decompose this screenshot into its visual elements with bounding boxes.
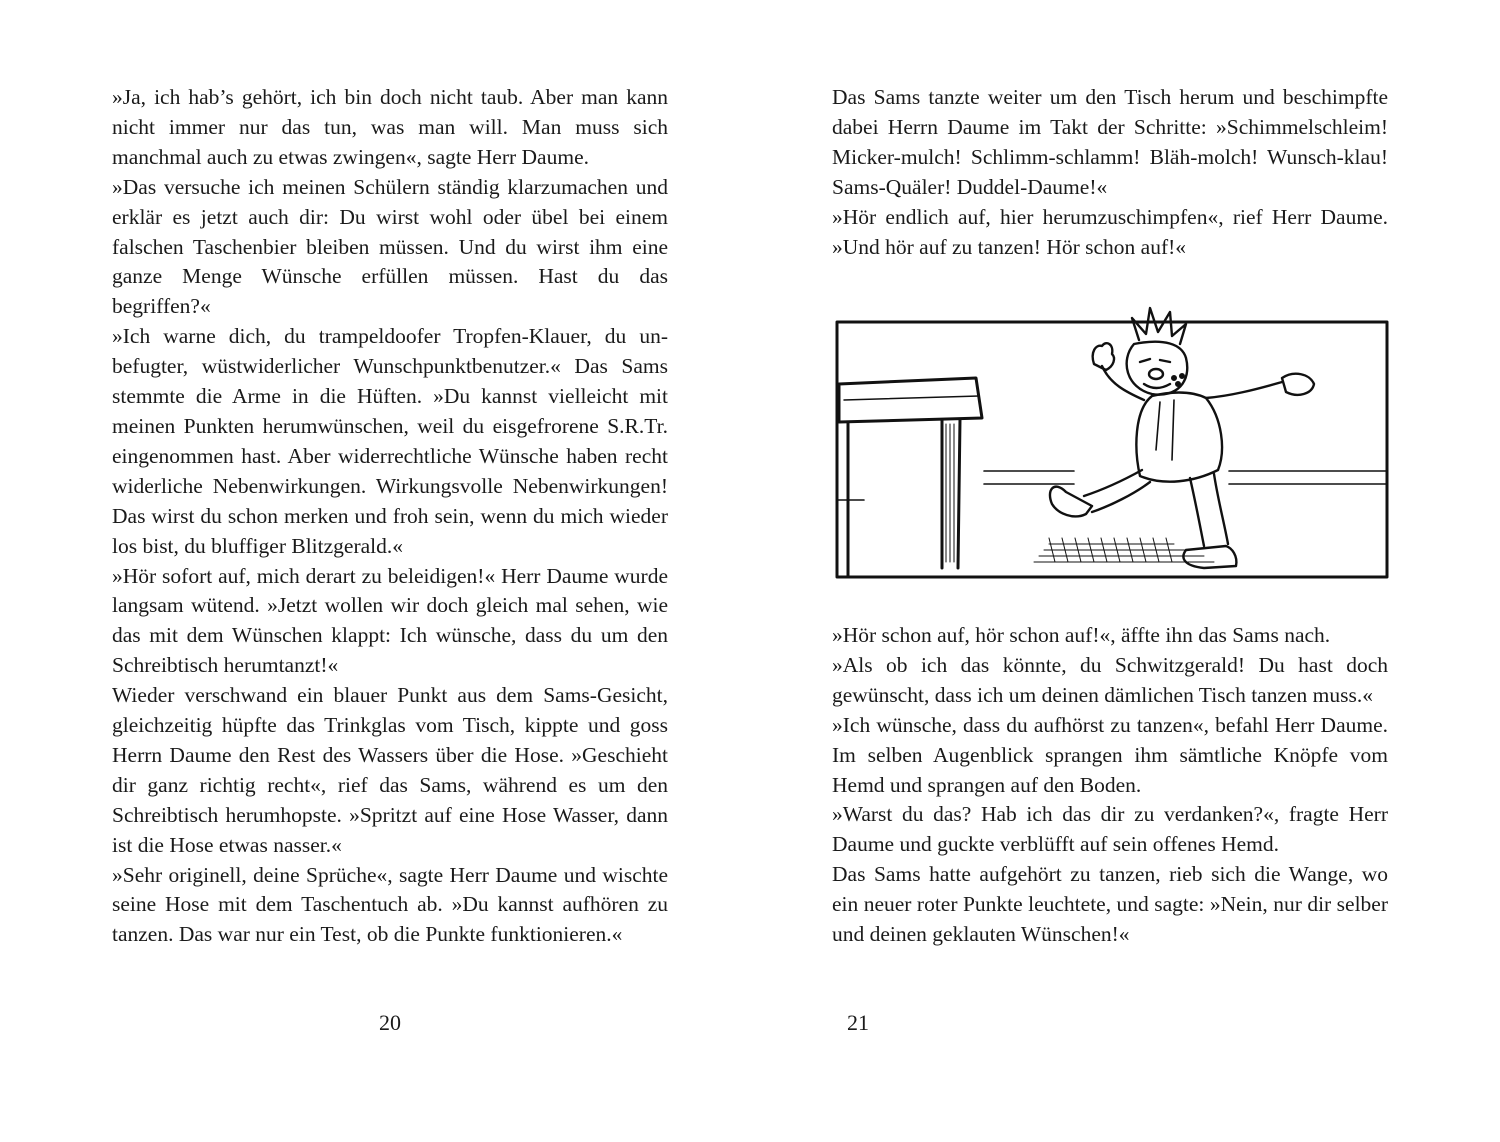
page-number-left: 20 [379, 1010, 401, 1035]
right-page-text-bottom [832, 621, 1388, 950]
paragraph: »Warst du das? Hab ich das dir zu verdanken?«, fragte Herr Daume und guckte verblüfft auf sein offenes Hemd. [832, 802, 1388, 857]
table-drawing [839, 378, 982, 577]
page-number-right: 21 [847, 1010, 869, 1035]
sams-figure [1050, 308, 1314, 568]
paragraph: »Ich wünsche, dass du aufhörst zu tanzen«, befahl Herr Daume. Im selben Augenblick sprangen ihm sämtliche Knöpfe vom Hemd und sprangen auf den Boden. [832, 712, 1388, 797]
paragraph: »Hör sofort auf, mich derart zu beleidigen!« Herr Daume wurde langsam wütend. »Jetzt wollen wir doch gleich mal sehen, wie das mit dem Wünschen klappt: Ich wünsche, dass du um den Schreibtisch herumtanzt!« [112, 563, 668, 678]
right-page [750, 0, 1500, 1142]
right-page-text-top [832, 83, 1388, 262]
sams-dancing-illustration [834, 300, 1392, 585]
paragraph: »Ja, ich hab’s gehört, ich bin doch nicht taub. Aber man kann nicht immer nur das tun, was man will. Man muss sich manchmal auch zu etwas zwingen«, sagte Herr Daume. [112, 85, 668, 169]
paragraph: Das Sams tanzte weiter um den Tisch herum und beschimpfte dabei Herrn Daume im Takt der Schritte: »Schimmelschleim! Micker-mulch! Schlimm-schlamm! Bläh-molch! Wunsch-klau! Sams-Quäler! Duddel-Daume!« [832, 85, 1388, 199]
paragraph: »Das versuche ich meinen Schülern ständig klarzumachen und erklär es jetzt auch dir: Du wirst wohl oder übel bei einem falschen Taschenbier bleiben müssen. Und du wirst ihm eine ganze Menge Wünsche erfüllen müssen. Hast du das begriffen?« [112, 174, 668, 319]
paragraph: »Hör endlich auf, hier herumzuschimpfen«, rief Herr Daume. »Und hör auf zu tanzen! Hör schon auf!« [832, 204, 1388, 259]
paragraph: Das Sams hatte aufgehört zu tanzen, rieb sich die Wange, wo ein neuer roter Punkte leuchtete, und sagte: »Nein, nur dir selber und deinen geklauten Wünschen!« [832, 862, 1388, 947]
paragraph: »Ich warne dich, du trampeldoofer Tropfen-Klauer, du unbefugter, wüstwiderlicher Wunschpunktbenutzer.« Das Sams stemmte die Arme in die Hüften. »Du kannst vielleicht mit meinen Punkten herumwünschen, weil du eisgefrorene S.R.Tr. eingenommen hast. Aber widerrechtliche Wünsche haben recht widerliche Nebenwirkungen. Wirkungsvolle Nebenwirkungen! Das wirst du schon merken und froh sein, wenn du mich wieder los bist, du bluffiger Blitzgerald.« [112, 324, 668, 558]
left-page-text [112, 83, 668, 950]
paragraph: »Sehr originell, deine Sprüche«, sagte Herr Daume und wischte seine Hose mit dem Taschentuch ab. »Du kannst aufhören zu tanzen. Das war nur ein Test, ob die Punkte funktionieren.« [112, 862, 668, 947]
paragraph: »Als ob ich das könnte, du Schwitzgerald! Du hast doch gewünscht, dass ich um deinen dämlichen Tisch tanzen muss.« [832, 652, 1388, 707]
paragraph: »Hör schon auf, hör schon auf!«, äffte ihn das Sams nach. [832, 623, 1331, 647]
paragraph: Wieder verschwand ein blauer Punkt aus dem Sams-Gesicht, gleichzeitig hüpfte das Trinkglas vom Tisch, kippte und goss Herrn Daume den Rest des Wassers über die Hose. »Geschieht dir ganz richtig recht«, rief das Sams, während es um den Schreibtisch herumhopste. »Spritzt auf eine Hose Wasser, dann ist die Hose etwas nasser.« [112, 683, 668, 857]
illustration-frame [837, 322, 1387, 577]
